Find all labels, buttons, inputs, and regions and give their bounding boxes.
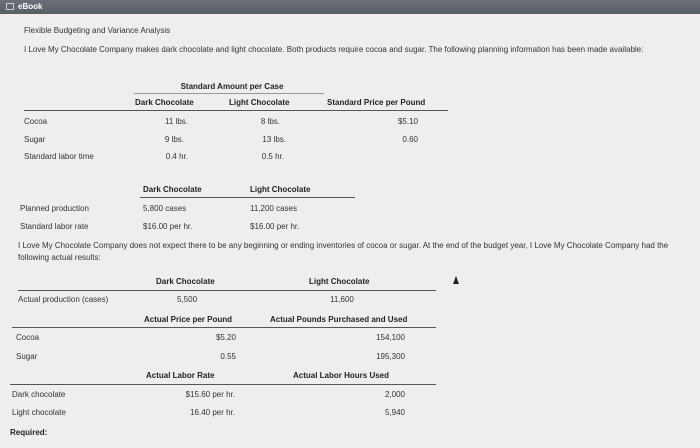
std-row-price: $5.10 bbox=[397, 117, 418, 126]
price-header: Actual Price per Pound bbox=[144, 315, 233, 324]
plan-col-dark: Dark Chocolate bbox=[143, 185, 202, 194]
plan-row-light: $16.00 per hr. bbox=[250, 222, 300, 231]
divider bbox=[140, 197, 355, 198]
actual-col-dark: Dark Chocolate bbox=[156, 277, 215, 286]
material-label: Sugar bbox=[16, 352, 38, 361]
std-group-header: Standard Amount per Case bbox=[180, 82, 284, 91]
std-row-dark: 0.4 hr. bbox=[165, 152, 188, 161]
rate-header: Actual Labor Rate bbox=[146, 371, 215, 380]
plan-row-dark: 5,800 cases bbox=[143, 204, 187, 213]
pounds-header: Actual Pounds Purchased and Used bbox=[270, 315, 408, 324]
material-price: $5.20 bbox=[215, 333, 236, 342]
plan-row-label: Planned production bbox=[20, 204, 89, 213]
required-label: Required: bbox=[10, 428, 48, 437]
plan-col-light: Light Chocolate bbox=[250, 185, 311, 194]
mouse-cursor-icon bbox=[453, 276, 459, 284]
hours-header: Actual Labor Hours Used bbox=[293, 371, 390, 380]
material-price: 0.55 bbox=[220, 352, 236, 361]
divider bbox=[12, 327, 436, 328]
app-title: eBook bbox=[18, 2, 43, 11]
labor-label: Dark chocolate bbox=[12, 390, 66, 399]
intro-paragraph: I Love My Chocolate Company makes dark chocolate and light chocolate. Both products require cocoa and sugar. The following planning information has been made available: bbox=[24, 45, 644, 54]
std-row-label: Sugar bbox=[24, 135, 46, 144]
divider bbox=[134, 93, 324, 94]
production-light: 11,600 bbox=[330, 295, 354, 304]
labor-hours: 5,940 bbox=[384, 408, 405, 417]
std-row-light: 8 lbs. bbox=[260, 117, 280, 126]
labor-rate: $15.60 per hr. bbox=[185, 390, 235, 399]
material-label: Cocoa bbox=[16, 333, 40, 342]
std-row-label: Standard labor time bbox=[24, 152, 94, 161]
production-dark: 5,500 bbox=[177, 295, 198, 304]
std-row-price: 0.60 bbox=[402, 135, 418, 144]
plan-row-dark: $16.00 per hr. bbox=[143, 222, 193, 231]
std-col-price: Standard Price per Pound bbox=[327, 98, 426, 107]
title-bar bbox=[0, 0, 700, 14]
std-row-dark: 11 lbs. bbox=[165, 117, 188, 126]
labor-label: Light chocolate bbox=[12, 408, 66, 417]
std-row-label: Cocoa bbox=[24, 117, 48, 126]
std-row-light: 13 lbs. bbox=[262, 135, 286, 144]
labor-hours: 2,000 bbox=[384, 390, 405, 399]
std-row-dark: 9 lbs. bbox=[164, 135, 184, 144]
book-icon bbox=[6, 3, 14, 10]
std-col-dark: Dark Chocolate bbox=[135, 98, 194, 107]
actual-intro-paragraph: I Love My Chocolate Company does not expect there to be any beginning or ending inventories of cocoa or sugar. At the end of the budget year, I Love My Chocolate Company had the following actual results: bbox=[18, 241, 669, 262]
production-label: Actual production (cases) bbox=[18, 295, 109, 304]
material-pounds: 195,300 bbox=[376, 352, 405, 361]
std-row-light: 0.5 hr. bbox=[261, 152, 284, 161]
plan-row-label: Standard labor rate bbox=[20, 222, 89, 231]
actual-col-light: Light Chocolate bbox=[309, 277, 370, 286]
divider bbox=[18, 290, 436, 291]
std-col-light: Light Chocolate bbox=[229, 98, 290, 107]
page-heading: Flexible Budgeting and Variance Analysis bbox=[24, 26, 171, 35]
divider bbox=[10, 384, 436, 385]
labor-rate: 16.40 per hr. bbox=[190, 408, 235, 417]
material-pounds: 154,100 bbox=[376, 333, 405, 342]
divider bbox=[24, 110, 448, 111]
plan-row-light: 11,200 cases bbox=[250, 204, 297, 213]
